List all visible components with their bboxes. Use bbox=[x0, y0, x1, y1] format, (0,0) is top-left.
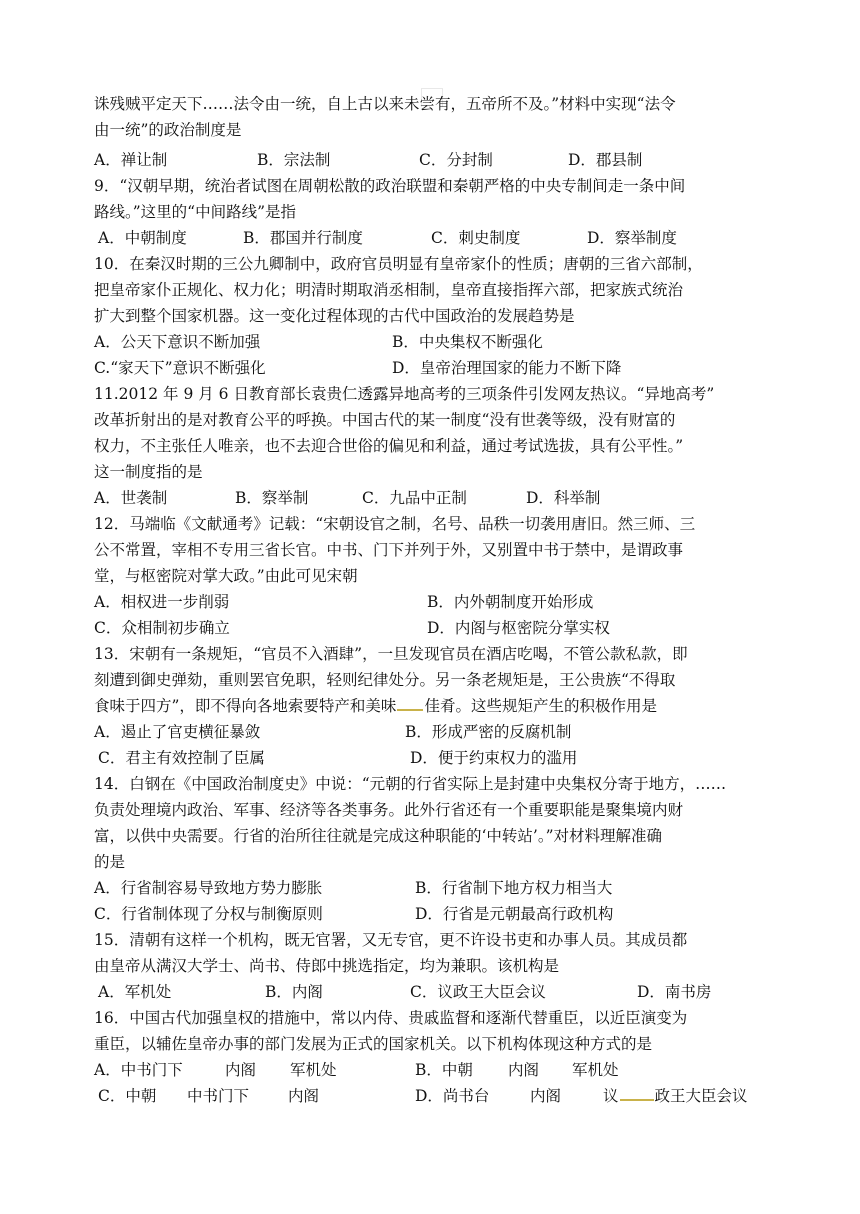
q13-stem-line-3-part-2: 佳肴。这些规矩产生的积极作用是 bbox=[424, 697, 657, 715]
q16-stem-line-2: 重臣，以辅佐皇帝办事的部门发展为正式的国家机关。以下机构体现这种方式的是 bbox=[94, 1035, 653, 1053]
q16-option-a-label: A．中书门下 bbox=[94, 1061, 183, 1079]
q16-option-c-label: C．中朝 bbox=[98, 1087, 157, 1105]
q12-stem-line-1: 12．马端临《文献通考》记载：“宋朝设官之制，名号、品秩一切袭用唐旧。然三师、三 bbox=[94, 515, 696, 533]
q10-option-b: B．中央集权不断强化 bbox=[392, 333, 543, 351]
q12-stem-line-3: 堂，与枢密院对掌大政。”由此可见宋朝 bbox=[94, 567, 358, 585]
q13-option-b: B．形成严密的反腐机制 bbox=[405, 723, 572, 741]
q11-stem-line-1: 11.2012 年 9 月 6 日教育部长袁贵仁透露异地高考的三项条件引发网友热议。“异地高考” bbox=[94, 385, 715, 403]
q16-option-c-item-3: 内阁 bbox=[288, 1087, 320, 1105]
q10-option-a: A．公天下意识不断加强 bbox=[94, 333, 261, 351]
q13-stem-line-3-part-1: 食味于四方”，即不得向各地索要特产和美味 bbox=[94, 697, 397, 715]
q15-option-a: A．军机处 bbox=[98, 983, 172, 1001]
q15-option-b: B．内阁 bbox=[265, 983, 323, 1001]
q8-option-a: A．禅让制 bbox=[94, 151, 168, 169]
q14-option-d: D．行省是元朝最高行政机构 bbox=[415, 905, 614, 923]
q10-option-c: C.“家天下”意识不断强化 bbox=[94, 359, 266, 377]
q10-stem-line-1: 10．在秦汉时期的三公九卿制中，政府官员明显有皇帝家仆的性质；唐朝的三省六部制， bbox=[94, 255, 703, 273]
q10-stem-line-2: 把皇帝家仆正规化、权力化；明清时期取消丞相制，皇帝直接指挥六部，把家族式统治 bbox=[94, 281, 684, 299]
q14-stem-line-4: 的是 bbox=[94, 853, 126, 871]
q14-stem-line-2: 负责处理境内政治、军事、经济等各类事务。此外行省还有一个重要职能是聚集境内财 bbox=[94, 801, 684, 819]
q9-option-d: D．察举制度 bbox=[587, 229, 677, 247]
q9-option-c: C．刺史制度 bbox=[431, 229, 521, 247]
q13-option-c: C．君主有效控制了臣属 bbox=[98, 749, 265, 767]
q9-option-a: A．中朝制度 bbox=[98, 229, 187, 247]
q8-option-d: D．郡县制 bbox=[568, 151, 643, 169]
q15-stem-line-1: 15．清朝有这样一个机构，既无官署，又无专官，更不许设书吏和办事人员。其成员都 bbox=[94, 931, 688, 949]
q11-option-d: D．科举制 bbox=[526, 489, 601, 507]
highlight-underline bbox=[397, 699, 423, 711]
q16-option-d-item-2: 内阁 bbox=[530, 1087, 562, 1105]
highlight-underline bbox=[620, 1089, 654, 1101]
q8-option-b: B．宗法制 bbox=[257, 151, 331, 169]
q12-option-c: C．众相制初步确立 bbox=[94, 619, 230, 637]
q12-option-d: D．内阁与枢密院分掌实权 bbox=[427, 619, 610, 637]
q16-option-d-item-3-part-2: 政王大臣会议 bbox=[654, 1087, 748, 1105]
q15-option-d: D．南书房 bbox=[637, 983, 712, 1001]
q16-option-c-item-2: 中书门下 bbox=[187, 1087, 250, 1105]
q14-option-b: B．行省制下地方权力相当大 bbox=[415, 879, 613, 897]
q11-stem-line-4: 这一制度指的是 bbox=[94, 463, 203, 481]
q16-option-b-label: B．中朝 bbox=[415, 1061, 473, 1079]
q16-stem-line-1: 16．中国古代加强皇权的措施中，常以内侍、贵戚监督和逐渐代替重臣，以近臣演变为 bbox=[94, 1009, 688, 1027]
q8-option-c: C．分封制 bbox=[419, 151, 493, 169]
q11-stem-line-2: 改革折射出的是对教育公平的呼换。中国古代的某一制度“没有世袭等级，没有财富的 bbox=[94, 411, 676, 429]
q14-option-a: A．行省制容易导致地方势力膨胀 bbox=[94, 879, 323, 897]
q16-option-d-item-3 bbox=[603, 1086, 748, 1106]
q16-option-a-item-2: 内阁 bbox=[225, 1061, 257, 1079]
q16-option-a-item-3: 军机处 bbox=[290, 1061, 337, 1079]
q13-stem-line-1: 13．宋朝有一条规矩，“官员不入酒肆”，一旦发现官员在酒店吃喝，不管公款私款，即 bbox=[94, 645, 688, 663]
q9-option-b: B．郡国并行制度 bbox=[243, 229, 363, 247]
q13-option-a: A．遏止了官吏横征暴敛 bbox=[94, 723, 261, 741]
q8-stem-line-2: 由一统”的政治制度是 bbox=[94, 121, 242, 139]
q16-option-d-label: D．尚书台 bbox=[415, 1087, 490, 1105]
q12-option-b: B．内外朝制度开始形成 bbox=[427, 593, 594, 611]
q15-stem-line-2: 由皇帝从满汉大学士、尚书、侍郎中挑选指定，均为兼职。该机构是 bbox=[94, 957, 560, 975]
q16-option-b-item-2: 内阁 bbox=[508, 1061, 540, 1079]
q10-option-d: D．皇帝治理国家的能力不断下降 bbox=[392, 359, 622, 377]
q15-option-c: C．议政王大臣会议 bbox=[410, 983, 546, 1001]
q12-option-a: A．相权进一步削弱 bbox=[94, 593, 230, 611]
q11-stem-line-3: 权力，不主张任人唯亲，也不去迎合世俗的偏见和利益，通过考试选拔，具有公平性。” bbox=[94, 437, 684, 455]
q10-stem-line-3: 扩大到整个国家机器。这一变化过程体现的古代中国政治的发展趋势是 bbox=[94, 307, 575, 325]
q11-option-c: C．九品中正制 bbox=[362, 489, 467, 507]
q13-stem-line-2: 刻遭到御史弹劾，重则罢官免职，轻则纪律处分。另一条老规矩是，王公贵族“不得取 bbox=[94, 671, 676, 689]
q8-stem-line-1: 诛残贼平定天下……法令由一统，自上古以来未尝有，五帝所不及。”材料中实现“法令 bbox=[94, 95, 676, 113]
q13-stem-line-3 bbox=[94, 696, 657, 718]
q9-stem-line-2: 路线。”这里的“中间路线”是指 bbox=[94, 203, 297, 221]
q14-option-c: C．行省制体现了分权与制衡原则 bbox=[94, 905, 323, 923]
q9-stem-line-1: 9．“汉朝早期，统治者试图在周朝松散的政治联盟和秦朝严格的中央专制间走一条中间 bbox=[94, 177, 686, 195]
q14-stem-line-3: 富，以供中央需要。行省的治所往往就是完成这种职能的‘中转站’。”对材料理解准确 bbox=[94, 827, 663, 845]
q11-option-a: A．世袭制 bbox=[94, 489, 168, 507]
q14-stem-line-1: 14．白钢在《中国政治制度史》中说：“元朝的行省实际上是封建中央集权分寄于地方，…… bbox=[94, 775, 727, 793]
q16-option-d-item-3-part-1: 议 bbox=[603, 1087, 619, 1105]
q16-option-b-item-3: 军机处 bbox=[572, 1061, 619, 1079]
q12-stem-line-2: 公不常置，宰相不专用三省长官。中书、门下并列于外，又别置中书于禁中，是谓政事 bbox=[94, 541, 684, 559]
q11-option-b: B．察举制 bbox=[235, 489, 309, 507]
q13-option-d: D．便于约束权力的滥用 bbox=[410, 749, 578, 767]
